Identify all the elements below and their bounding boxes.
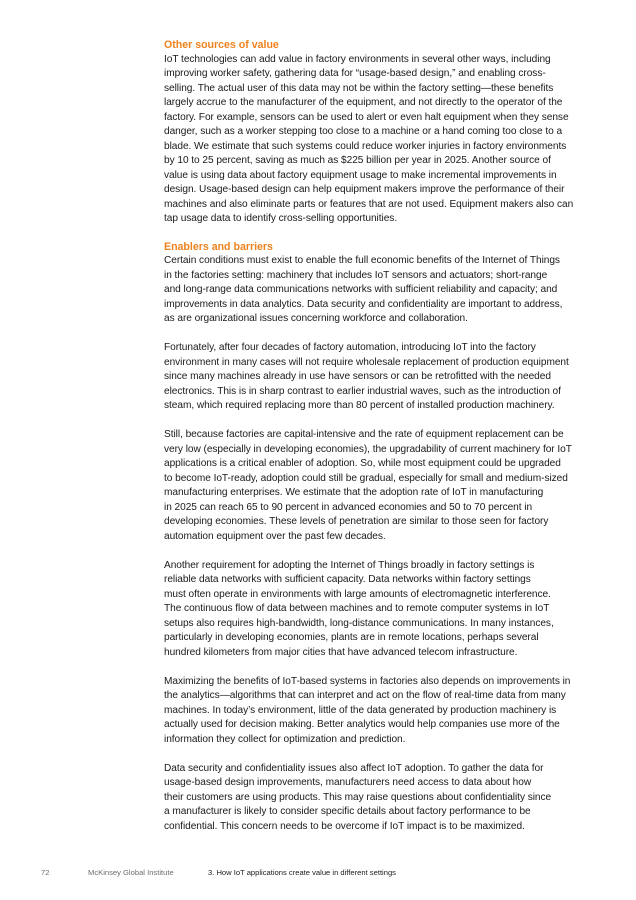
- page-footer: [0, 866, 636, 880]
- paragraph-enablers-conditions: Certain conditions must exist to enable the full economic benefits of the Internet of Things in the factories setting: machinery that includes IoT sensors and actuators; short-range and long-range data communications networks with sufficient reliability and capacity; and improvements in data analytics. Data security and confidentiality are important to address, as are organizational issues concerning workforce and collaboration.: [164, 255, 563, 324]
- paragraph-data-security: Data security and confidentiality issues also affect IoT adoption. To gather the data for usage-based design improvements, manufacturers need access to data about how their customers are using products. This may raise questions about confidentiality since a manufacturer is likely to consider specific details about factory performance to be confidential. This concern needs to be overcome if IoT impact is to be maximized.: [164, 762, 552, 832]
- spacer: [164, 327, 576, 342]
- spacer: [164, 747, 576, 762]
- paragraph-factory-automation: Fortunately, after four decades of factory automation, introducing IoT into the factory environment in many cases will not require wholesale replacement of production equipment since many machines already in use have sensors or can be retrofitted with the needed electronics. This is in sharp contrast to earlier industrial waves, such as the introduction of steam, which required replacing more than 80 percent of installed production machinery.: [164, 342, 569, 411]
- main-content: [164, 38, 576, 834]
- paragraph-analytics: Maximizing the benefits of IoT-based systems in factories also depends on improvements in the analytics—algorithms that can interpret and act on the flow of real-time data from many machines. In today’s environment, little of the data generated by production machinery is actually used for decision making. Better analytics would help companies use more of the information they collect for optimization and prediction.: [164, 675, 571, 745]
- section-heading-other-sources: Other sources of value: [164, 39, 279, 51]
- paragraph-data-networks: Another requirement for adopting the Internet of Things broadly in factory settings is reliable data networks with sufficient capacity. Data networks within factory settings must often operate in environments with large amounts of electromagnetic interference. The continuous flow of data between machines and to remote computer systems in IoT setups also requires high-bandwidth, long-distance communications. In many instances, particularly in developing economies, plants are in remote locations, perhaps several hundred kilometers from major cities that have advanced telecom infrastructure.: [164, 559, 554, 658]
- paragraph-other-sources: IoT technologies can add value in factory environments in several other ways, including improving worker safety, gathering data for “usage-based design,” and enabling cross- selling. The actual user of this data may not be within the factory setting—these benefits largely accrue to the manufacturer of the equipment, and not directly to the operator of the factory. For example, sensors can be used to alert or even halt equipment when they sense danger, such as a worker stepping too close to a machine or a hand coming too close to a blade. We estimate that such systems could reduce worker injuries in factory environments by 10 to 25 percent, saving as much as $225 billion per year in 2025. Another source of value is using data about factory equipment usage to make incremental improvements in design. Usage-based design can help equipment makers improve the performance of their machines and also eliminate parts or features that are not used. Equipment makers also can tap usage data to identify cross-selling opportunities.: [164, 53, 574, 224]
- page-number: 72: [41, 868, 50, 877]
- section-heading-enablers-barriers: Enablers and barriers: [164, 240, 273, 253]
- spacer: [164, 660, 576, 675]
- chapter-title: 3. How IoT applications create value in different settings: [208, 868, 396, 877]
- organization-name: McKinsey Global Institute: [88, 868, 174, 877]
- spacer: [164, 544, 576, 559]
- spacer: [164, 227, 576, 240]
- paragraph-capital-intensive: Still, because factories are capital-intensive and the rate of equipment replacement can be very low (especially in developing economies), the upgradability of current machinery for IoT applications is a critical enabler of adoption. So, while most equipment could be upgraded to become IoT-ready, adoption could still be gradual, especially for small and medium-sized manufacturing enterprises. We estimate that the adoption rate of IoT in manufacturing in 2025 can reach 65 to 90 percent in advanced economies and 50 to 70 percent in developing economies. These levels of penetration are similar to those seen for factory automation equipment over the past few decades.: [164, 429, 572, 542]
- spacer: [164, 414, 576, 429]
